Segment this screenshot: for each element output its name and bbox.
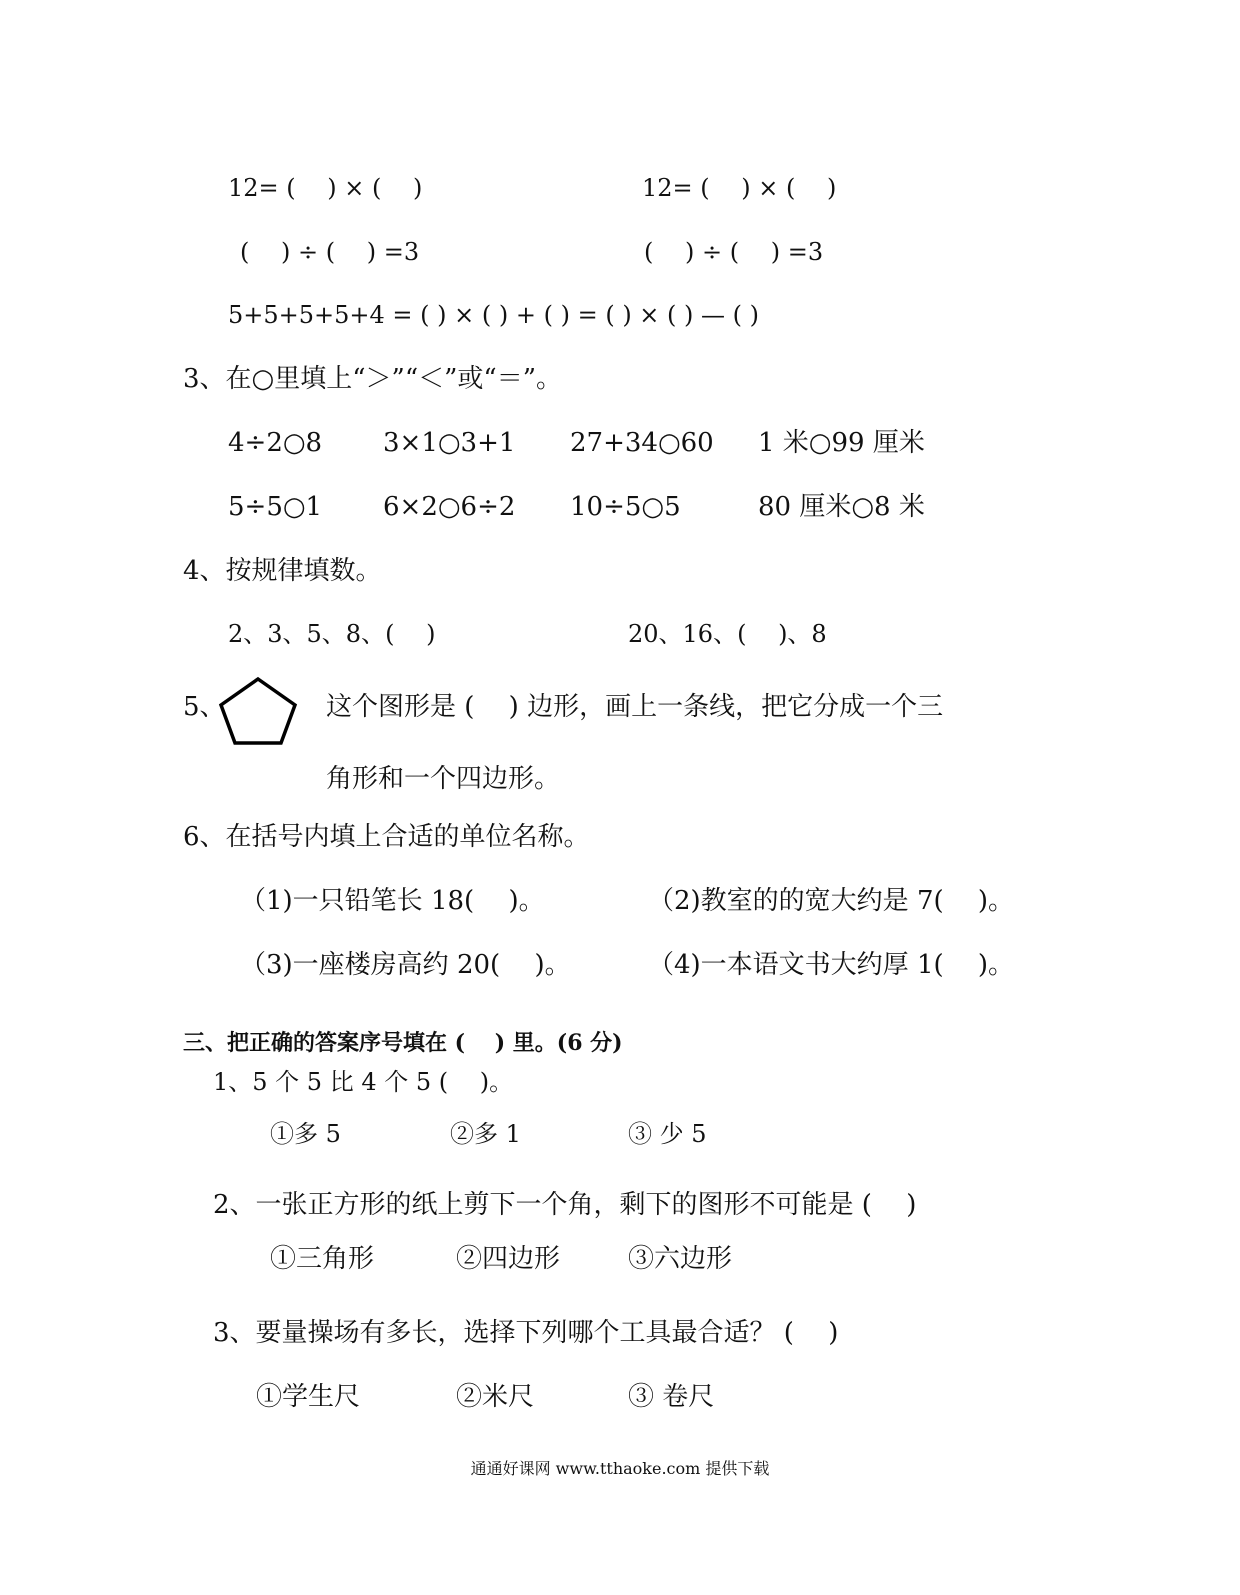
equation-12-right: 12= ( ) × ( ) (642, 174, 837, 202)
pentagon-figure (217, 676, 299, 746)
question-5-text-line2: 角形和一个四边形。 (326, 764, 561, 794)
equation-12-left: 12= ( ) × ( ) (228, 174, 423, 202)
mc-question-2: 2、一张正方形的纸上剪下一个角，剩下的图形不可能是 ( ) (213, 1190, 917, 1220)
mc-option: ①多 5 (270, 1120, 341, 1148)
unit-item-3: （3)一座楼房高约 20( )。 (240, 950, 571, 980)
compare-item: 27+34○60 (570, 428, 714, 458)
compare-item: 5÷5○1 (228, 492, 323, 522)
mc-option: ③ 少 5 (628, 1120, 707, 1148)
mc-option: ③ 卷尺 (628, 1382, 715, 1412)
compare-item: 3×1○3+1 (383, 428, 516, 458)
question-4-prompt: 4、按规律填数。 (183, 556, 382, 586)
question-3-prompt: 3、在○里填上“＞”“＜”或“＝”。 (183, 364, 562, 394)
section-3-title: 三、把正确的答案序号填在 ( ) 里。(6 分) (183, 1030, 623, 1056)
compare-item: 10÷5○5 (570, 492, 681, 522)
mc-option: ①三角形 (270, 1244, 375, 1274)
mc-option: ②米尺 (456, 1382, 535, 1412)
compare-item: 4÷2○8 (228, 428, 323, 458)
unit-item-2: （2)教室的的宽大约是 7( )。 (648, 886, 1015, 916)
compare-item: 6×2○6÷2 (383, 492, 516, 522)
mc-question-3: 3、要量操场有多长，选择下列哪个工具最合适？ ( ) (213, 1318, 839, 1348)
compare-item: 80 厘米○8 米 (758, 492, 925, 522)
sequence-left: 2、3、5、8、( ) (228, 620, 436, 648)
question-6-prompt: 6、在括号内填上合适的单位名称。 (183, 822, 590, 852)
unit-item-1: （1)一只铅笔长 18( )。 (240, 886, 545, 916)
mc-option: ②四边形 (456, 1244, 561, 1274)
question-5-number: 5、 (183, 692, 226, 722)
sequence-right: 20、16、( )、8 (628, 620, 827, 648)
equation-divide-right: ( ) ÷ ( ) =3 (644, 238, 824, 266)
equation-sum: 5+5+5+5+4 = ( ) × ( ) + ( ) = ( ) × ( ) — ( ) (228, 301, 760, 329)
mc-option: ①学生尺 (256, 1382, 361, 1412)
mc-option: ②多 1 (450, 1120, 521, 1148)
question-5-text-line1: 这个图形是 ( ) 边形，画上一条线，把它分成一个三 (326, 692, 944, 722)
mc-option: ③六边形 (628, 1244, 733, 1274)
unit-item-4: （4)一本语文书大约厚 1( )。 (648, 950, 1015, 980)
page-footer: 通通好课网 www.tthaoke.com 提供下载 (470, 1459, 770, 1478)
equation-divide-left: ( ) ÷ ( ) =3 (240, 238, 420, 266)
compare-item: 1 米○99 厘米 (758, 428, 925, 458)
mc-question-1: 1、5 个 5 比 4 个 5 ( )。 (213, 1068, 514, 1096)
